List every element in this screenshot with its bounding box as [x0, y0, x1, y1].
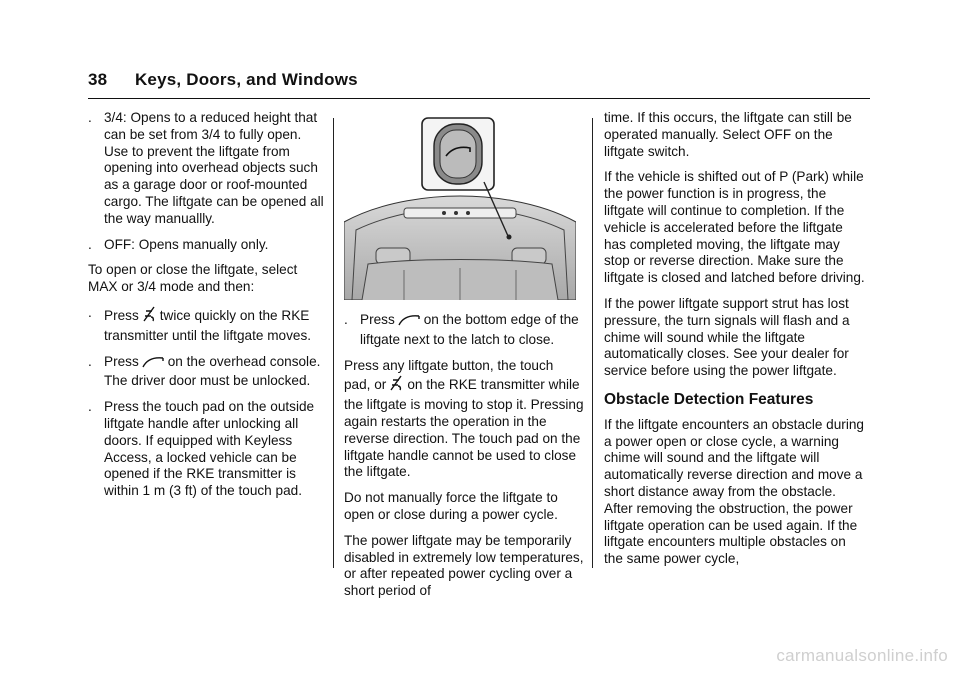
paragraph-strut: If the power liftgate support strut has lost pressure, the turn signals will flash and a chime will sound while the liftgate automatically closes. See your dealer for service before using the power liftgate. — [604, 295, 850, 379]
column-2 — [344, 110, 584, 609]
paragraph-no-force: Do not manually force the liftgate to open or close during a power cycle. — [344, 490, 558, 522]
list-item-touch-pad: . Press the touch pad on the outside liftgate handle after unlocking all doors. If equipped with Keyless Access, a locked vehicle can be opened if the RKE transmitter is within 1 m (3 ft) of the touch pad. — [88, 399, 315, 499]
list-item-mode-34: . 3/4: Opens to a reduced height that can be set from 3/4 to fully open. Use to prevent the liftgate from opening into overhead objects such as a garage door or roof-mounted cargo. The liftgate can be opened all the way manuallly. — [88, 110, 324, 226]
rke-liftgate-icon — [389, 374, 403, 397]
column-divider-2 — [592, 118, 593, 568]
page-title: Keys, Doors, and Windows — [134, 70, 358, 89]
rke-liftgate-icon — [142, 305, 156, 328]
list-item-mode-off: . OFF: Opens manually only. — [88, 236, 269, 252]
page-header — [88, 70, 870, 90]
liftgate-outline-icon — [142, 355, 164, 374]
liftgate-outline-icon — [398, 313, 420, 332]
column-divider-1 — [333, 118, 334, 568]
paragraph-stop: Press any liftgate button, the touch pad, or on the RKE transmitter while the liftgate is moving to stop it. Pressing again restarts the operation in the reverse direction. The touch pad on the liftgate handle cannot be used to close the liftgate. — [344, 357, 584, 480]
page-number: 38 — [88, 70, 108, 89]
paragraph-obstacle: If the liftgate encounters an obstacle during a power open or close cycle, a warning chime will sound and the liftgate will automatically reverse direction and move a short distance away from the obstacle. After removing the obstruction, the power liftgate operation can be used again. If the liftgate encounters multiple obstacles on the same power cycle, — [604, 416, 864, 567]
paragraph-intro: To open or close the liftgate, select MAX or 3/4 mode and then: — [88, 262, 298, 295]
list-item-press-overhead: . Press on the overhead console. The driver door must be unlocked. — [88, 353, 321, 389]
list-item-press-bottom: . Press on the bottom edge of the liftgate next to the latch to close. — [344, 312, 579, 347]
list-item-press-rke: . Press twice quickly on the RKE transmitter until the liftgate moves. — [88, 304, 312, 343]
watermark: carmanualsonline.info — [776, 646, 948, 665]
paragraph-disabled: The power liftgate may be temporarily disabled in extremely low temperatures, or after repeated power cycling over a short period of — [344, 532, 584, 599]
liftgate-button-illustration — [344, 112, 576, 300]
paragraph-continued: time. If this occurs, the liftgate can still be operated manually. Select OFF on the liftgate switch. — [604, 110, 852, 159]
header-rule — [88, 98, 870, 99]
column-1 — [88, 110, 324, 509]
column-3 — [604, 110, 866, 577]
paragraph-park: If the vehicle is shifted out of P (Park) while the power function is in progress, the liftgate will continue to completion. If the vehicle is accelerated before the liftgate has completed moving, the liftgate may stop or reverse direction. Make sure the liftgate is closed and latched before driving. — [604, 169, 865, 286]
section-title-obstacle: Obstacle Detection Features — [604, 390, 814, 408]
